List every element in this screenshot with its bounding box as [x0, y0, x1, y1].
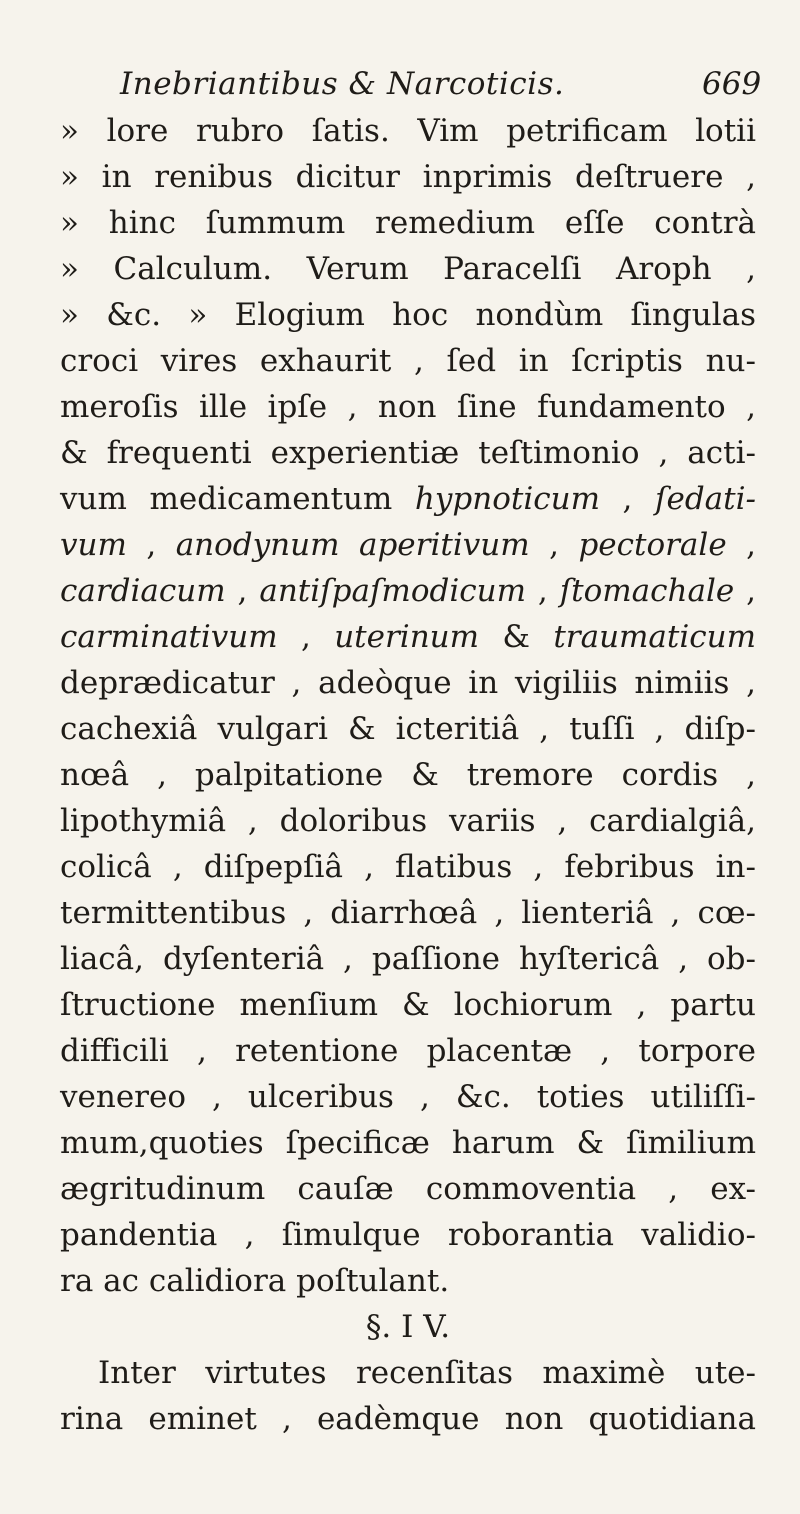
- italic-term: anodynum aperitivum: [175, 527, 530, 563]
- text-line: pandentia , ſimulque roborantia validio-: [60, 1217, 756, 1253]
- italic-term: hypnoticum: [414, 481, 600, 517]
- text-line: mum,quoties ſpecificæ harum & ſimilium: [60, 1125, 756, 1161]
- italic-term: traumaticum: [553, 619, 757, 655]
- text-line: » in renibus dicitur inprimis deſtruere ,: [60, 159, 756, 195]
- text-line: difficili , retentione placentæ , torpore: [60, 1033, 756, 1069]
- text-line-mixed: [60, 568, 756, 614]
- text-line: ægritudinum cauſæ commoventia , ex-: [60, 1171, 756, 1207]
- text-line: ſtructione menſium & lochiorum , partu: [60, 987, 756, 1023]
- italic-term: cardiacum: [60, 573, 226, 609]
- text-line: deprædicatur , adeòque in vigiliis nimiis ,: [60, 665, 756, 701]
- comma: ,: [525, 573, 560, 609]
- text-line: lipothymiâ , doloribus variis , cardialgiâ,: [60, 803, 756, 839]
- italic-term: antiſpaſmodicum: [259, 573, 526, 609]
- comma: ,: [529, 527, 579, 563]
- text-line: colicâ , diſpepſiâ , flatibus , febribus in-: [60, 849, 756, 885]
- text-line: rina eminet , eadèmque non quotidiana: [60, 1401, 756, 1437]
- text-line: meroſis ille ipſe , non ſine fundamento ,: [60, 389, 756, 425]
- plain-text: vum medicamentum: [60, 481, 393, 517]
- text-line-mixed: [60, 614, 756, 660]
- italic-term: vum: [60, 527, 127, 563]
- text-line: » Calculum. Verum Paracelſi Aroph ,: [60, 251, 756, 287]
- text-line: » &c. » Elogium hoc nondùm ſingulas: [60, 297, 756, 333]
- italic-term: ſedati-: [655, 481, 756, 517]
- italic-term: pectorale: [578, 527, 727, 563]
- page-number: 669: [702, 66, 762, 102]
- text-line: » hinc ſummum remedium eſſe contrà: [60, 205, 756, 241]
- comma: ,: [746, 573, 757, 609]
- italic-term: uterinum: [334, 619, 480, 655]
- text-line: venereo , ulceribus , &c. toties utiliſſi-: [60, 1079, 756, 1115]
- comma: ,: [126, 527, 176, 563]
- comma: ,: [599, 481, 655, 517]
- italic-term: ſtomachale: [559, 573, 735, 609]
- comma: ,: [225, 573, 260, 609]
- text-line: termittentibus , diarrhœâ , lienteriâ , cœ-: [60, 895, 756, 931]
- section-heading: §. I V.: [365, 1309, 451, 1345]
- text-line: croci vires exhaurit , ſed in ſcriptis nu-: [60, 343, 756, 379]
- text-line: cachexiâ vulgari & icteritiâ , tuſſi , diſp-: [60, 711, 756, 747]
- text-line: » lore rubro ſatis. Vim petrificam lotii: [60, 113, 756, 149]
- running-head: Inebriantibus & Narcoticis.: [120, 66, 565, 102]
- text-line: liacâ, dyſenteriâ , paſſione hyſtericâ , ob-: [60, 941, 756, 977]
- text-line: Inter virtutes recenſitas maximè ute-: [98, 1355, 756, 1391]
- comma: ,: [746, 527, 757, 563]
- text-line-mixed: [60, 476, 756, 522]
- italic-term: carminativum: [60, 619, 278, 655]
- text-line: nœâ , palpitatione & tremore cordis ,: [60, 757, 756, 793]
- ampersand: &: [502, 619, 530, 655]
- body-text: [60, 108, 756, 1442]
- text-line: ra ac calidiora poſtulant.: [60, 1263, 450, 1299]
- text-line: & frequenti experientiæ teſtimonio , acti-: [60, 435, 756, 471]
- comma: ,: [277, 619, 335, 655]
- text-line-mixed: [60, 522, 756, 568]
